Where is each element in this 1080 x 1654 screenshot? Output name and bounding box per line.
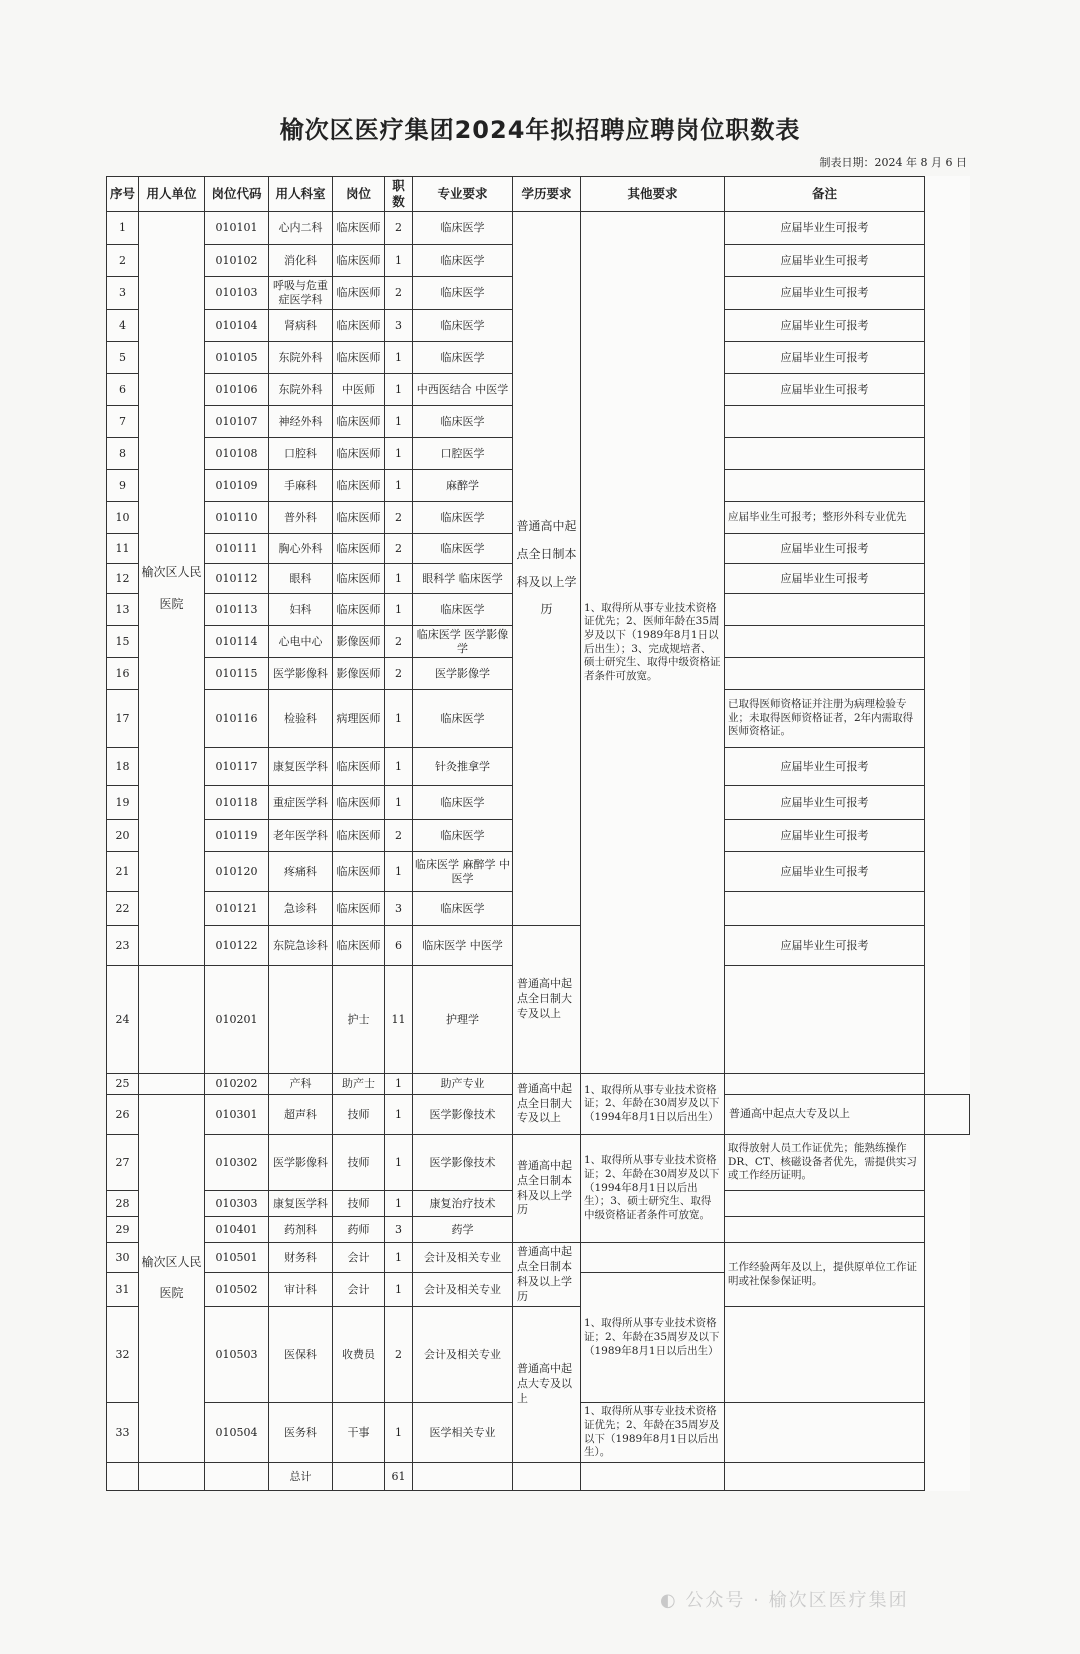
- cell-post: 临床医师: [333, 534, 385, 564]
- total-label: 总计: [269, 1462, 333, 1490]
- cell-dept: 神经外科: [269, 406, 333, 438]
- page-title: 榆次区医疗集团2024年拟招聘应聘岗位职数表: [279, 116, 801, 144]
- cell-no: 26: [107, 1095, 139, 1135]
- cell-post: 技师: [333, 1135, 385, 1191]
- cell-num: 1: [385, 1191, 413, 1217]
- cell-code: 010503: [205, 1307, 269, 1403]
- cell-code: 010107: [205, 406, 269, 438]
- cell-major: 临床医学: [413, 342, 513, 374]
- cell-edu: 普通高中起点全日制大专及以上: [513, 1074, 581, 1135]
- cell-dept: 康复医学科: [269, 748, 333, 786]
- cell-num: 3: [385, 310, 413, 342]
- cell-post: 临床医师: [333, 786, 385, 820]
- cell-no: 20: [107, 820, 139, 852]
- cell-no: 8: [107, 438, 139, 470]
- cell-no: 33: [107, 1403, 139, 1463]
- table-row: [107, 1135, 970, 1191]
- cell-num: 1: [385, 406, 413, 438]
- header-cell: 序号: [107, 177, 139, 212]
- cell-other: 1、取得所从事专业技术资格证优先；2、年龄在35周岁及以下（1989年8月1日以后出生）。: [581, 1403, 725, 1463]
- cell-note: [925, 1095, 970, 1135]
- cell-note: 应届毕业生可报考: [725, 748, 925, 786]
- cell-num: 1: [385, 1095, 413, 1135]
- cell-post: 临床医师: [333, 852, 385, 892]
- cell-note: [725, 658, 925, 690]
- cell-other: 1、取得所从事专业技术资格证；2、年龄在30周岁及以下（1994年8月1日以后出生）: [581, 1074, 725, 1135]
- cell-major: 临床医学 医学影像学: [413, 626, 513, 658]
- cell-no: 29: [107, 1217, 139, 1243]
- cell-no: 9: [107, 470, 139, 502]
- cell-dept: 超声科: [269, 1095, 333, 1135]
- cell-post: 技师: [333, 1191, 385, 1217]
- cell-dept: 产科: [269, 1074, 333, 1095]
- cell-unit: [139, 966, 205, 1074]
- cell-dept: 普外科: [269, 502, 333, 534]
- cell-num: 1: [385, 1243, 413, 1273]
- cell-no: 28: [107, 1191, 139, 1217]
- cell-no: 23: [107, 926, 139, 966]
- cell-major: 助产专业: [413, 1074, 513, 1095]
- header-cell: 专业要求: [413, 177, 513, 212]
- header-cell: 岗位代码: [205, 177, 269, 212]
- cell-dept: 药剂科: [269, 1217, 333, 1243]
- cell-note: 应届毕业生可报考: [725, 277, 925, 310]
- cell-major: 临床医学: [413, 820, 513, 852]
- cell-note: [725, 406, 925, 438]
- cell-num: 6: [385, 926, 413, 966]
- cell-no: 1: [107, 212, 139, 245]
- cell-unit: [139, 1074, 205, 1095]
- cell-code: 010122: [205, 926, 269, 966]
- cell-post: 临床医师: [333, 594, 385, 626]
- cell-major: 药学: [413, 1217, 513, 1243]
- cell-no: 19: [107, 786, 139, 820]
- cell-note: 应届毕业生可报考: [725, 245, 925, 277]
- cell-other: 1、取得所从事专业技术资格证；2、年龄在30周岁及以下（1994年8月1日以后出生）；3、硕士研究生、取得中级资格证者条件可放宽。: [581, 1135, 725, 1243]
- cell-major: 会计及相关专业: [413, 1243, 513, 1273]
- cell-post: 临床医师: [333, 470, 385, 502]
- header-cell: 备注: [725, 177, 925, 212]
- cell-note: [725, 1217, 925, 1243]
- cell-post: 影像医师: [333, 626, 385, 658]
- cell-note: [725, 1191, 925, 1217]
- cell-num: 1: [385, 470, 413, 502]
- cell-no: 25: [107, 1074, 139, 1095]
- cell-code: 010105: [205, 342, 269, 374]
- cell-major: 临床医学: [413, 245, 513, 277]
- cell-dept: 急诊科: [269, 892, 333, 926]
- cell-code: 010202: [205, 1074, 269, 1095]
- cell-other: [581, 1243, 725, 1273]
- cell-post: 临床医师: [333, 342, 385, 374]
- cell-major: 麻醉学: [413, 470, 513, 502]
- cell-empty: [139, 1462, 205, 1490]
- cell-note: 应届毕业生可报考: [725, 534, 925, 564]
- cell-note: 应届毕业生可报考: [725, 926, 925, 966]
- cell-post: 会计: [333, 1243, 385, 1273]
- cell-num: 1: [385, 564, 413, 594]
- header-cell: 学历要求: [513, 177, 581, 212]
- cell-num: 2: [385, 502, 413, 534]
- cell-dept: 东院急诊科: [269, 926, 333, 966]
- header-cell: 用人单位: [139, 177, 205, 212]
- cell-dept: 手麻科: [269, 470, 333, 502]
- cell-major: 临床医学 中医学: [413, 926, 513, 966]
- cell-note: 应届毕业生可报考: [725, 786, 925, 820]
- cell-num: 1: [385, 1403, 413, 1463]
- cell-num: 3: [385, 1217, 413, 1243]
- cell-no: 21: [107, 852, 139, 892]
- cell-num: 2: [385, 820, 413, 852]
- table-row: [107, 212, 970, 245]
- cell-empty: [581, 1462, 725, 1490]
- cell-major: 临床医学 麻醉学 中医学: [413, 852, 513, 892]
- cell-code: 010116: [205, 690, 269, 748]
- cell-major: 临床医学: [413, 310, 513, 342]
- cell-code: 010115: [205, 658, 269, 690]
- cell-major: 临床医学: [413, 277, 513, 310]
- cell-code: 010504: [205, 1403, 269, 1463]
- cell-code: 010120: [205, 852, 269, 892]
- cell-dept: 康复医学科: [269, 1191, 333, 1217]
- cell-post: 临床医师: [333, 438, 385, 470]
- cell-num: 1: [385, 1273, 413, 1307]
- cell-note: [725, 1074, 925, 1095]
- cell-note: 应届毕业生可报考: [725, 852, 925, 892]
- cell-edu: 普通高中起点全日制大专及以上: [513, 926, 581, 1074]
- cell-no: 30: [107, 1243, 139, 1273]
- table-row: [107, 926, 970, 966]
- cell-dept: 肾病科: [269, 310, 333, 342]
- cell-no: 17: [107, 690, 139, 748]
- cell-post: 临床医师: [333, 310, 385, 342]
- cell-major: 会计及相关专业: [413, 1307, 513, 1403]
- cell-code: 010301: [205, 1095, 269, 1135]
- cell-num: 1: [385, 438, 413, 470]
- cell-post: 临床医师: [333, 502, 385, 534]
- cell-dept: 医务科: [269, 1403, 333, 1463]
- cell-dept: 东院外科: [269, 374, 333, 406]
- cell-dept: 疼痛科: [269, 852, 333, 892]
- cell-num: 1: [385, 1074, 413, 1095]
- cell-no: 16: [107, 658, 139, 690]
- cell-post: 会计: [333, 1273, 385, 1307]
- cell-dept: 检验科: [269, 690, 333, 748]
- cell-note: [725, 1307, 925, 1403]
- cell-note: [725, 892, 925, 926]
- total-row: [107, 1462, 970, 1490]
- cell-note: 已取得医师资格证并注册为病理检验专业；未取得医师资格证者，2年内需取得医师资格证。: [725, 690, 925, 748]
- cell-major: 临床医学: [413, 502, 513, 534]
- cell-no: 10: [107, 502, 139, 534]
- cell-post: 临床医师: [333, 212, 385, 245]
- cell-dept: 医学影像科: [269, 658, 333, 690]
- cell-major: 眼科学 临床医学: [413, 564, 513, 594]
- cell-note: 应届毕业生可报考: [725, 374, 925, 406]
- header-cell: 用人科室: [269, 177, 333, 212]
- cell-dept: 心内二科: [269, 212, 333, 245]
- cell-major: 医学影像技术: [413, 1095, 513, 1135]
- cell-code: 010303: [205, 1191, 269, 1217]
- cell-major: 临床医学: [413, 212, 513, 245]
- cell-post: 临床医师: [333, 277, 385, 310]
- cell-major: 会计及相关专业: [413, 1273, 513, 1307]
- cell-post: 临床医师: [333, 926, 385, 966]
- cell-note: 应届毕业生可报考: [725, 342, 925, 374]
- cell-empty: [205, 1462, 269, 1490]
- cell-num: 1: [385, 748, 413, 786]
- cell-other: 1、取得所从事专业技术资格证；2、年龄在35周岁及以下（1989年8月1日以后出生）: [581, 1273, 725, 1403]
- cell-post: 药师: [333, 1217, 385, 1243]
- cell-note: 应届毕业生可报考: [725, 310, 925, 342]
- cell-code: 010114: [205, 626, 269, 658]
- cell-empty: [107, 1462, 139, 1490]
- cell-empty: [513, 1462, 581, 1490]
- cell-dept: 老年医学科: [269, 820, 333, 852]
- watermark: ◐ 公众号 · 榆次区医疗集团: [660, 1590, 909, 1611]
- cell-major: 医学影像学: [413, 658, 513, 690]
- cell-no: 31: [107, 1273, 139, 1307]
- cell-note: [725, 594, 925, 626]
- cell-note: [725, 1403, 925, 1463]
- cell-num: 1: [385, 374, 413, 406]
- cell-code: 010103: [205, 277, 269, 310]
- cell-num: 2: [385, 277, 413, 310]
- cell-num: 1: [385, 342, 413, 374]
- cell-dept: 财务科: [269, 1243, 333, 1273]
- cell-dept: 审计科: [269, 1273, 333, 1307]
- cell-code: 010110: [205, 502, 269, 534]
- cell-note: 应届毕业生可报考: [725, 820, 925, 852]
- cell-code: 010113: [205, 594, 269, 626]
- cell-code: 010109: [205, 470, 269, 502]
- total-num: 61: [385, 1462, 413, 1490]
- cell-dept: 眼科: [269, 564, 333, 594]
- cell-no: 3: [107, 277, 139, 310]
- cell-no: 12: [107, 564, 139, 594]
- cell-code: 010111: [205, 534, 269, 564]
- cell-post: 临床医师: [333, 748, 385, 786]
- date-label: 制表日期：2024 年 8 月 6 日: [819, 156, 967, 169]
- cell-note: [725, 438, 925, 470]
- cell-no: 11: [107, 534, 139, 564]
- cell-major: 针灸推拿学: [413, 748, 513, 786]
- cell-note: 应届毕业生可报考；整形外科专业优先: [725, 502, 925, 534]
- cell-no: 4: [107, 310, 139, 342]
- cell-no: 18: [107, 748, 139, 786]
- header-cell: 职数: [385, 177, 413, 212]
- cell-code: 010106: [205, 374, 269, 406]
- cell-num: 1: [385, 852, 413, 892]
- cell-code: 010119: [205, 820, 269, 852]
- cell-edu: 普通高中起点大专及以上: [513, 1307, 581, 1463]
- header-cell: 其他要求: [581, 177, 725, 212]
- cell-num: 1: [385, 690, 413, 748]
- cell-num: 3: [385, 892, 413, 926]
- table-row: [107, 1243, 970, 1273]
- cell-post: 临床医师: [333, 820, 385, 852]
- cell-num: 1: [385, 594, 413, 626]
- cell-unit: 榆次区人民医院: [139, 212, 205, 966]
- cell-post: 影像医师: [333, 658, 385, 690]
- table-row: [107, 1074, 970, 1095]
- cell-post: 临床医师: [333, 892, 385, 926]
- cell-dept: 胸心外科: [269, 534, 333, 564]
- cell-major: 医学影像技术: [413, 1135, 513, 1191]
- cell-num: 2: [385, 534, 413, 564]
- cell-no: 22: [107, 892, 139, 926]
- cell-major: 临床医学: [413, 534, 513, 564]
- cell-empty: [725, 1462, 925, 1490]
- cell-code: 010302: [205, 1135, 269, 1191]
- cell-dept: 医保科: [269, 1307, 333, 1403]
- cell-major: 临床医学: [413, 690, 513, 748]
- cell-dept: 消化科: [269, 245, 333, 277]
- cell-post: 助产士: [333, 1074, 385, 1095]
- cell-post: 收费员: [333, 1307, 385, 1403]
- cell-dept: 妇科: [269, 594, 333, 626]
- cell-major: 康复治疗技术: [413, 1191, 513, 1217]
- cell-note: 工作经验两年及以上，提供原单位工作证明或社保参保证明。: [725, 1243, 925, 1307]
- cell-post: 病理医师: [333, 690, 385, 748]
- cell-edu: 普通高中起点全日制本科及以上学历: [513, 1243, 581, 1307]
- cell-dept: 东院外科: [269, 342, 333, 374]
- table-row: [107, 1307, 970, 1403]
- cell-code: 010118: [205, 786, 269, 820]
- cell-dept: 口腔科: [269, 438, 333, 470]
- cell-note: 应届毕业生可报考: [725, 212, 925, 245]
- cell-num: 11: [385, 966, 413, 1074]
- cell-num: 2: [385, 1307, 413, 1403]
- cell-major: 临床医学: [413, 892, 513, 926]
- cell-unit: 榆次区人民医院: [139, 1095, 205, 1463]
- cell-major: 口腔医学: [413, 438, 513, 470]
- cell-code: 010201: [205, 966, 269, 1074]
- cell-no: 32: [107, 1307, 139, 1403]
- cell-no: 2: [107, 245, 139, 277]
- cell-code: 010121: [205, 892, 269, 926]
- cell-num: 2: [385, 626, 413, 658]
- cell-note: 应届毕业生可报考: [725, 564, 925, 594]
- cell-code: 010101: [205, 212, 269, 245]
- cell-major: 护理学: [413, 966, 513, 1074]
- cell-code: 010108: [205, 438, 269, 470]
- cell-code: 010401: [205, 1217, 269, 1243]
- cell-num: 2: [385, 658, 413, 690]
- cell-major: 临床医学: [413, 406, 513, 438]
- cell-major: 临床医学: [413, 786, 513, 820]
- cell-empty: [413, 1462, 513, 1490]
- cell-num: 2: [385, 212, 413, 245]
- header-row: [107, 177, 970, 212]
- cell-post: 临床医师: [333, 564, 385, 594]
- cell-code: 010112: [205, 564, 269, 594]
- cell-dept: [269, 966, 333, 1074]
- cell-code: 010117: [205, 748, 269, 786]
- cell-empty: [333, 1462, 385, 1490]
- cell-no: 13: [107, 594, 139, 626]
- cell-code: 010102: [205, 245, 269, 277]
- cell-post: 中医师: [333, 374, 385, 406]
- cell-edu: 普通高中起点大专及以上: [725, 1095, 925, 1135]
- cell-note: [725, 966, 925, 1074]
- cell-no: 15: [107, 626, 139, 658]
- cell-num: 1: [385, 245, 413, 277]
- cell-note: [725, 626, 925, 658]
- cell-code: 010501: [205, 1243, 269, 1273]
- header-cell: 岗位: [333, 177, 385, 212]
- cell-dept: 重症医学科: [269, 786, 333, 820]
- cell-major: 中西医结合 中医学: [413, 374, 513, 406]
- cell-other: 1、取得所从事专业技术资格证优先；2、医师年龄在35周岁及以下（1989年8月1日以后出生）；3、完成规培者、硕士研究生、取得中级资格证者条件可放宽。: [581, 212, 725, 1074]
- cell-note: 取得放射人员工作证优先；能熟练操作DR、CT、核磁设备者优先，需提供实习或工作经历证明。: [725, 1135, 925, 1191]
- cell-num: 1: [385, 786, 413, 820]
- cell-no: 27: [107, 1135, 139, 1191]
- cell-no: 6: [107, 374, 139, 406]
- cell-code: 010502: [205, 1273, 269, 1307]
- positions-table: [106, 176, 970, 1491]
- cell-code: 010104: [205, 310, 269, 342]
- cell-no: 24: [107, 966, 139, 1074]
- cell-major: 临床医学: [413, 594, 513, 626]
- cell-edu: 普通高中起点全日制本科及以上学历: [513, 1135, 581, 1243]
- cell-dept: 医学影像科: [269, 1135, 333, 1191]
- cell-post: 临床医师: [333, 406, 385, 438]
- cell-dept: 呼吸与危重症医学科: [269, 277, 333, 310]
- cell-major: 医学相关专业: [413, 1403, 513, 1463]
- cell-post: 干事: [333, 1403, 385, 1463]
- cell-num: 1: [385, 1135, 413, 1191]
- cell-no: 7: [107, 406, 139, 438]
- cell-post: 技师: [333, 1095, 385, 1135]
- cell-note: [725, 470, 925, 502]
- cell-dept: 心电中心: [269, 626, 333, 658]
- cell-edu: 普通高中起点全日制本科及以上学历: [513, 212, 581, 926]
- cell-no: 5: [107, 342, 139, 374]
- cell-post: 临床医师: [333, 245, 385, 277]
- cell-post: 护士: [333, 966, 385, 1074]
